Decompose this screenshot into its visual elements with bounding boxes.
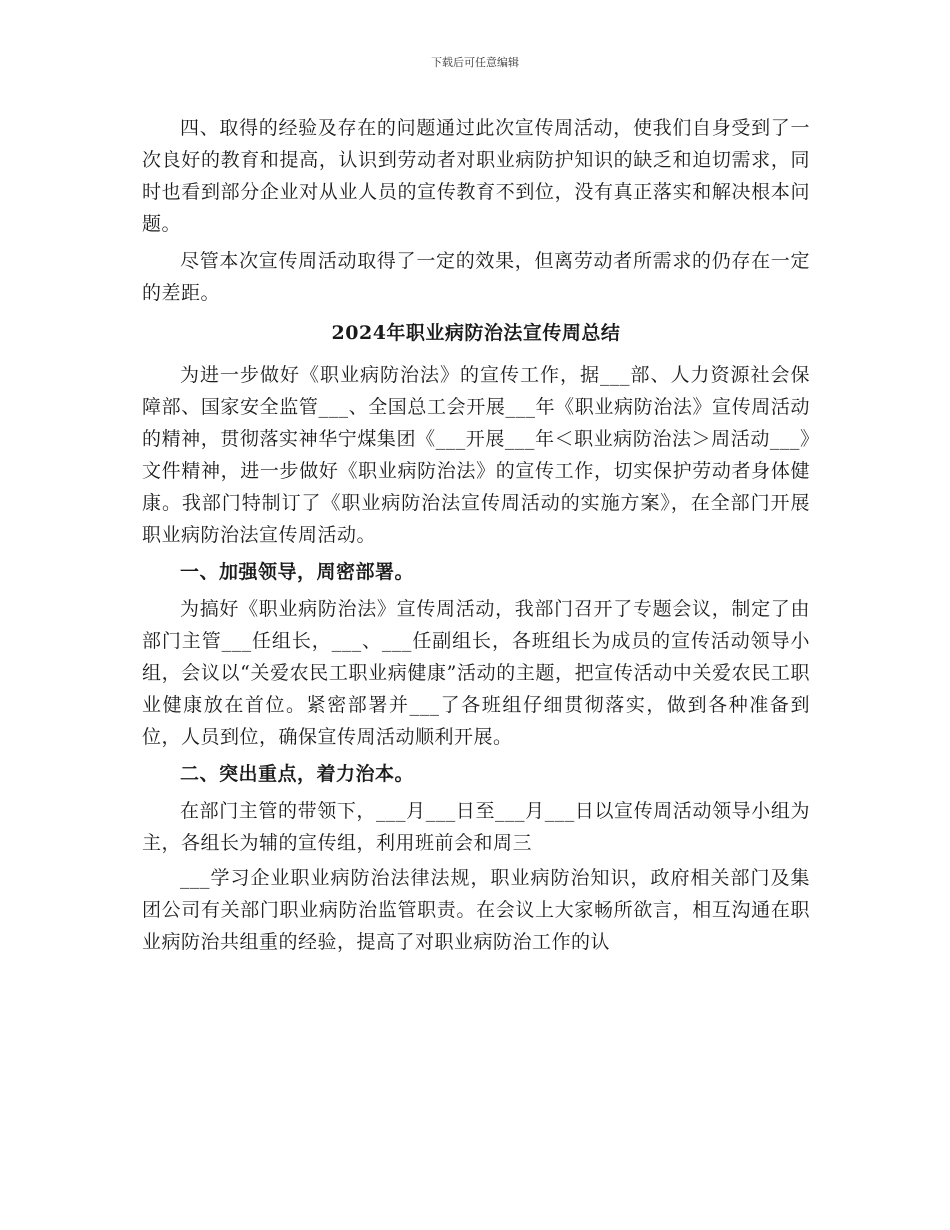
paragraph-experience: 四、取得的经验及存在的问题通过此次宣传周活动，使我们自身受到了一次良好的教育和提高，认识到劳动者对职业病防护知识的缺乏和迫切需求，同时也看到部分企业对从业人员的宣传教育不到位，没有真正落实和解决根本问题。 — [142, 117, 810, 235]
page-header: 下载后可任意编辑 — [431, 56, 519, 69]
paragraph-focus: 在部门主管的带领下，___月___日至___月___日以宣传周活动领导小组为主，各组长为辅的宣传组，利用班前会和周三 — [142, 800, 810, 854]
section-heading-leadership: 一、加强领导，周密部署。 — [180, 561, 415, 583]
paragraph-leadership: 为搞好《职业病防治法》宣传周活动，我部门召开了专题会议，制定了由部门主管___任组长，___、___任副组长，各班组长为成员的宣传活动领导小组，会议以“关爱农民工职业病健康”活动的主题，把宣传活动中关爱农民工职业健康放在首位。紧密部署并___了各班组仔细贯彻落实，做到各种准备到位，人员到位，确保宣传周活动顺利开展。 — [142, 598, 810, 748]
paragraph-intro: 为进一步做好《职业病防治法》的宣传工作，据___部、人力资源社会保障部、国家安全监管___、全国总工会开展___年《职业病防治法》宣传周活动的精神，贯彻落实神华宁煤集团《___开展___年＜职业病防治法＞周活动___》文件精神，进一步做好《职业病防治法》的宣传工作，切实保护劳动者身体健康。我部门特制订了《职业病防治法宣传周活动的实施方案》，在全部门开展职业病防治法宣传周活动。 — [142, 364, 810, 546]
paragraph-study: ___学习企业职业病防治法律法规，职业病防治知识，政府相关部门及集团公司有关部门职业病防治监管职责。在会议上大家畅所欲言，相互沟通在职业病防治共组重的经验，提高了对职业病防治工作的认 — [142, 867, 810, 953]
paragraph-gap: 尽管本次宣传周活动取得了一定的效果，但离劳动者所需求的仍存在一定的差距。 — [142, 250, 810, 304]
section-heading-focus: 二、突出重点，着力治本。 — [180, 763, 415, 785]
document-body — [142, 112, 810, 963]
document-title: 2024年职业病防治法宣传周总结 — [331, 322, 621, 344]
